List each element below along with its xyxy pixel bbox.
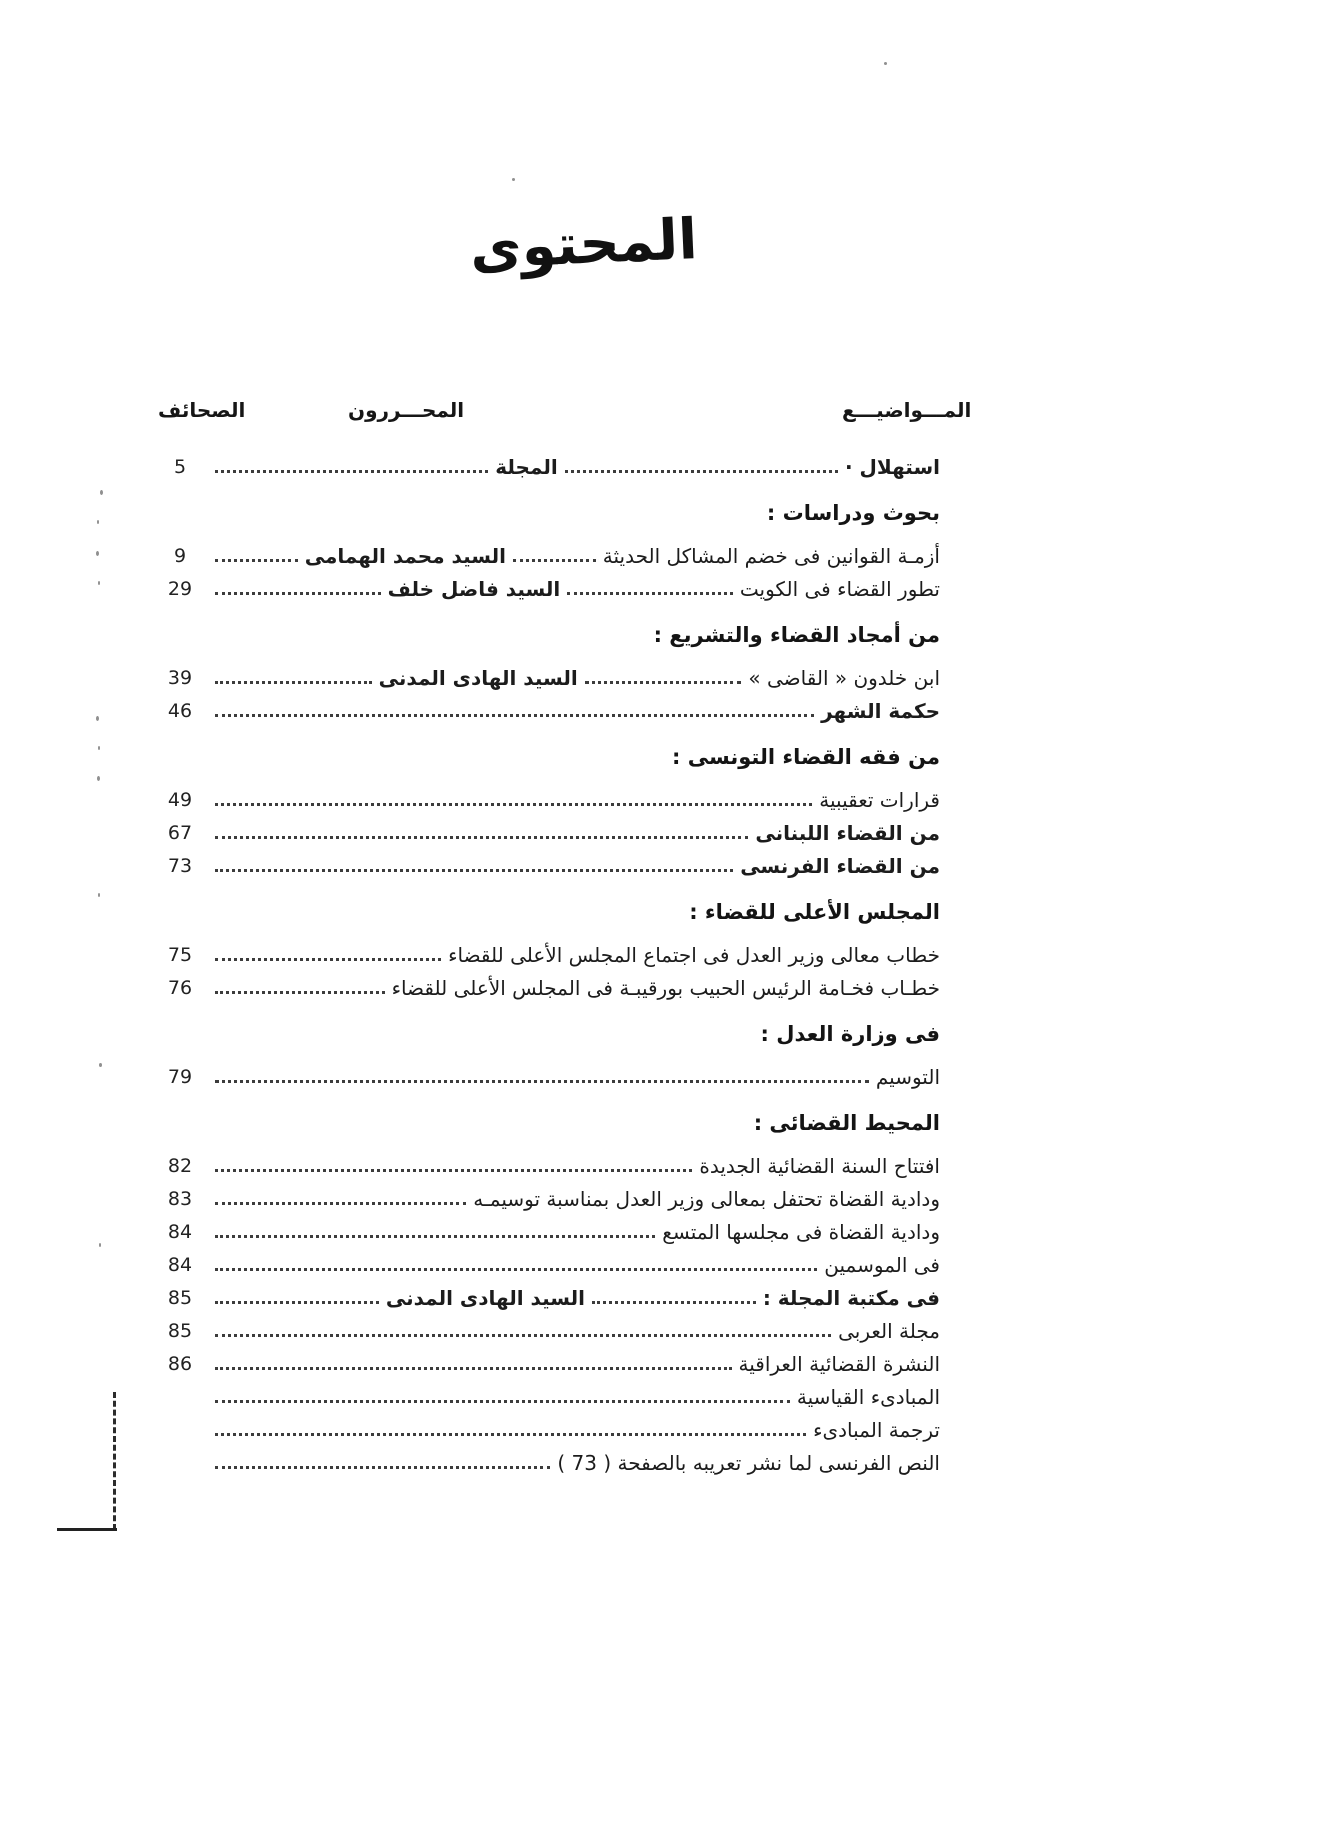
toc-entry-topic: خطـاب فخـامة الرئيس الحبيب بورقيبـة فى المجلس الأعلى للقضاء (391, 976, 940, 1000)
scan-speck (96, 716, 99, 721)
scan-speck (100, 490, 103, 495)
toc-entry (152, 937, 940, 970)
toc-entry (152, 782, 940, 815)
toc-entry-editor: السيد فاضل خلف (387, 577, 561, 601)
dotted-leader (567, 592, 733, 595)
toc-entry-topic: النص الفرنسى لما نشر تعريبه بالصفحة ( 73 ) (557, 1451, 940, 1475)
scan-speck (512, 178, 515, 181)
toc-entry-topic: قرارات تعقيبية (819, 788, 940, 812)
toc-entry-editor: المجلة (495, 455, 558, 479)
toc-entry-editor: السيد الهادى المدنى (385, 1286, 585, 1310)
dotted-leader (215, 592, 381, 595)
scan-speck (96, 551, 99, 556)
toc-entry-topic: من القضاء الفرنسى (740, 854, 940, 878)
corner-mark-horizontal (57, 1528, 117, 1531)
dotted-leader (215, 1235, 655, 1238)
dotted-leader (215, 714, 814, 717)
toc-entry-topic: ابن خلدون « القاضى » (748, 666, 940, 690)
toc-section-header: بحوث ودراسات : (766, 501, 940, 525)
dotted-leader (215, 1268, 817, 1271)
dotted-leader (215, 1433, 806, 1436)
toc-entry-topic: فى مكتبة المجلة : (762, 1286, 940, 1310)
toc-entry-page: 39 (167, 667, 193, 689)
table-of-contents (152, 449, 940, 1478)
toc-entry-page: 82 (167, 1155, 193, 1177)
dotted-leader (215, 1202, 466, 1205)
toc-entry (152, 848, 940, 881)
scan-speck (97, 520, 99, 524)
dotted-leader (215, 991, 385, 994)
dotted-leader (215, 1080, 869, 1083)
toc-entry-page: 67 (167, 822, 193, 844)
toc-entry-topic: فى الموسمين (824, 1253, 940, 1277)
toc-entry-topic: مجلة العربى (838, 1319, 940, 1343)
toc-entry (152, 1313, 940, 1346)
toc-entry-topic: النشرة القضائية العراقية (738, 1352, 940, 1376)
toc-entry-page: 75 (167, 944, 193, 966)
toc-entry-page: 79 (167, 1066, 193, 1088)
dotted-leader (513, 559, 596, 562)
dotted-leader (215, 1367, 732, 1370)
toc-entry-page: 85 (167, 1320, 193, 1342)
scan-speck (99, 1243, 101, 1247)
toc-entry (152, 693, 940, 726)
toc-entry-topic: التوسيم (875, 1065, 940, 1089)
toc-entry-editor: السيد الهادى المدنى (378, 666, 578, 690)
page-title: المحتوى (468, 207, 699, 282)
toc-entry-topic: استهلال · (845, 455, 940, 479)
toc-entry (152, 1148, 940, 1181)
dotted-leader (215, 470, 488, 473)
toc-entry (152, 538, 940, 571)
toc-entry-page: 46 (167, 700, 193, 722)
scan-speck (97, 776, 100, 781)
toc-section-header: المحيط القضائى : (753, 1111, 940, 1135)
toc-entry-page: 85 (167, 1287, 193, 1309)
scan-speck (98, 581, 100, 585)
toc-entry (152, 571, 940, 604)
toc-entry (152, 1346, 940, 1379)
toc-entry (152, 1412, 940, 1445)
dotted-leader (215, 803, 812, 806)
corner-mark-vertical (113, 1392, 116, 1530)
toc-entry-topic: ترجمة المبادىء (813, 1418, 940, 1442)
toc-section-header: من فقه القضاء التونسى : (672, 745, 940, 769)
toc-entry-page: 5 (173, 456, 187, 478)
toc-entry-topic: حكمة الشهر (821, 699, 940, 723)
toc-entry (152, 1181, 940, 1214)
scan-speck (98, 893, 100, 897)
toc-section-header: فى وزارة العدل : (760, 1022, 940, 1046)
toc-entry-page: 86 (167, 1353, 193, 1375)
toc-entry-page: 9 (173, 545, 187, 567)
dotted-leader (565, 470, 838, 473)
toc-entry-topic: افتتاح السنة القضائية الجديدة (699, 1154, 940, 1178)
toc-entry (152, 1059, 940, 1092)
toc-entry-editor: السيد محمد الهمامى (304, 544, 506, 568)
toc-entry (152, 1247, 940, 1280)
toc-entry-topic: المبادىء القياسية (796, 1385, 940, 1409)
dotted-leader (215, 559, 298, 562)
toc-entry-page: 83 (167, 1188, 193, 1210)
scan-speck (98, 746, 100, 750)
toc-section-header: من أمجاد القضاء والتشريع : (653, 623, 940, 647)
toc-entry-topic: خطاب معالى وزير العدل فى اجتماع المجلس الأعلى للقضاء (448, 943, 940, 967)
column-header-topics: المـــواضيـــع (842, 398, 972, 422)
dotted-leader (215, 958, 441, 961)
toc-entry-page: 84 (167, 1221, 193, 1243)
scan-speck (99, 1063, 102, 1067)
toc-entry-topic: من القضاء اللبنانى (755, 821, 940, 845)
toc-entry (152, 449, 940, 482)
toc-entry (152, 1445, 940, 1478)
toc-entry (152, 970, 940, 1003)
dotted-leader (215, 681, 372, 684)
toc-entry-topic: ودادية القضاة فى مجلسها المتسع (662, 1220, 940, 1244)
toc-entry-page: 49 (167, 789, 193, 811)
toc-entry-topic: أزمـة القوانين فى خضم المشاكل الحديثة (602, 544, 940, 568)
toc-entry-page: 73 (167, 855, 193, 877)
toc-entry-topic: تطور القضاء فى الكويت (739, 577, 940, 601)
toc-entry-page: 76 (167, 977, 193, 999)
dotted-leader (215, 1301, 379, 1304)
toc-entry-topic: ودادية القضاة تحتفل بمعالى وزير العدل بمناسبة توسيمـه (473, 1187, 940, 1211)
dotted-leader (585, 681, 742, 684)
dotted-leader (592, 1301, 756, 1304)
dotted-leader (215, 836, 748, 839)
column-header-editors: المحـــررون (348, 398, 465, 422)
toc-entry (152, 1379, 940, 1412)
toc-entry (152, 815, 940, 848)
dotted-leader (215, 1169, 692, 1172)
toc-entry-page: 84 (167, 1254, 193, 1276)
dotted-leader (215, 1400, 790, 1403)
dotted-leader (215, 1466, 550, 1469)
toc-section-header: المجلس الأعلى للقضاء : (689, 900, 940, 924)
toc-entry (152, 1280, 940, 1313)
dotted-leader (215, 869, 733, 872)
toc-entry (152, 660, 940, 693)
toc-entry-page: 29 (167, 578, 193, 600)
scan-speck (884, 62, 887, 65)
dotted-leader (215, 1334, 831, 1337)
toc-entry (152, 1214, 940, 1247)
column-header-pages: الصحائف (158, 398, 246, 422)
